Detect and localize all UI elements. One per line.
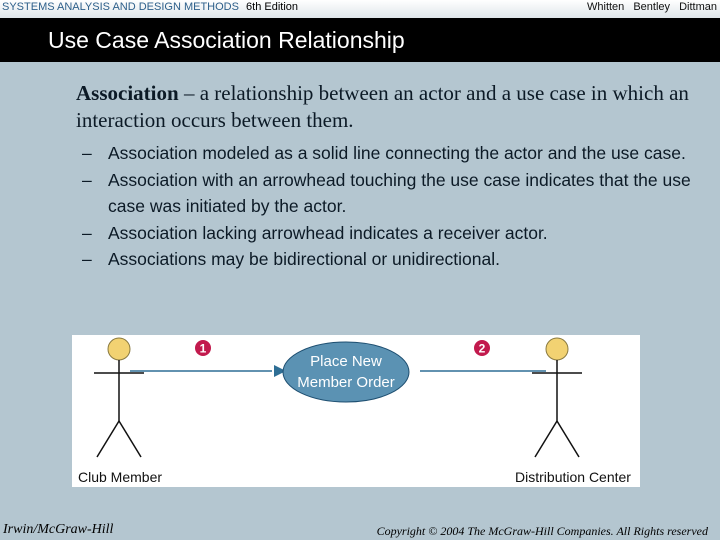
actor-icon: [532, 338, 582, 457]
bullet-text: Association with an arrowhead touching the use case indicates that the use case was initiated by the actor.: [108, 169, 691, 216]
actor-icon: [94, 338, 144, 457]
actor-label-club-member: Club Member: [77, 469, 163, 485]
definition-paragraph: [76, 80, 696, 134]
use-case-ellipse: [283, 342, 409, 402]
use-case-label-line2: Member Order: [297, 374, 395, 391]
bullet-item: [82, 167, 692, 220]
footer-publisher: Irwin/McGraw-Hill: [3, 522, 114, 537]
slide-header-bar: [0, 0, 720, 18]
use-case-diagram: [72, 335, 640, 487]
bullet-item: [82, 220, 692, 247]
book-edition: 6th Edition: [246, 1, 299, 13]
bullet-dash: –: [82, 169, 92, 190]
footer-copyright: Copyright © 2004 The McGraw-Hill Companies. All Rights reserved: [376, 524, 708, 538]
actor-label-distribution-center: Distribution Center: [515, 469, 631, 485]
bullet-dash: –: [82, 143, 92, 163]
bullet-dash: –: [82, 249, 92, 269]
bullet-list: [82, 140, 692, 273]
book-series: SYSTEMS ANALYSIS AND DESIGN METHODS: [2, 1, 239, 13]
definition-term: Association: [76, 81, 179, 105]
step-marker-1-label: 1: [199, 341, 207, 356]
bullet-text: Associations may be bidirectional or unidirectional.: [108, 249, 501, 269]
definition-text: – a relationship between an actor and a use case in which an interaction occurs between them.: [76, 81, 689, 132]
book-authors: Whitten Bentley Dittman: [587, 1, 717, 13]
bullet-text: Association modeled as a solid line connecting the actor and the use case.: [108, 143, 686, 163]
bullet-item: [82, 140, 692, 167]
bullet-dash: –: [82, 222, 92, 243]
step-marker-2-label: 2: [478, 341, 486, 356]
diagram-canvas: [72, 335, 640, 487]
slide-title-bar: [0, 18, 720, 62]
bullet-item: [82, 246, 692, 273]
slide-title: Use Case Association Relationship: [48, 27, 405, 53]
book-title: [2, 1, 298, 13]
bullet-text: Association lacking arrowhead indicates a receiver actor.: [108, 222, 548, 243]
use-case-label-line1: Place New: [310, 353, 382, 370]
